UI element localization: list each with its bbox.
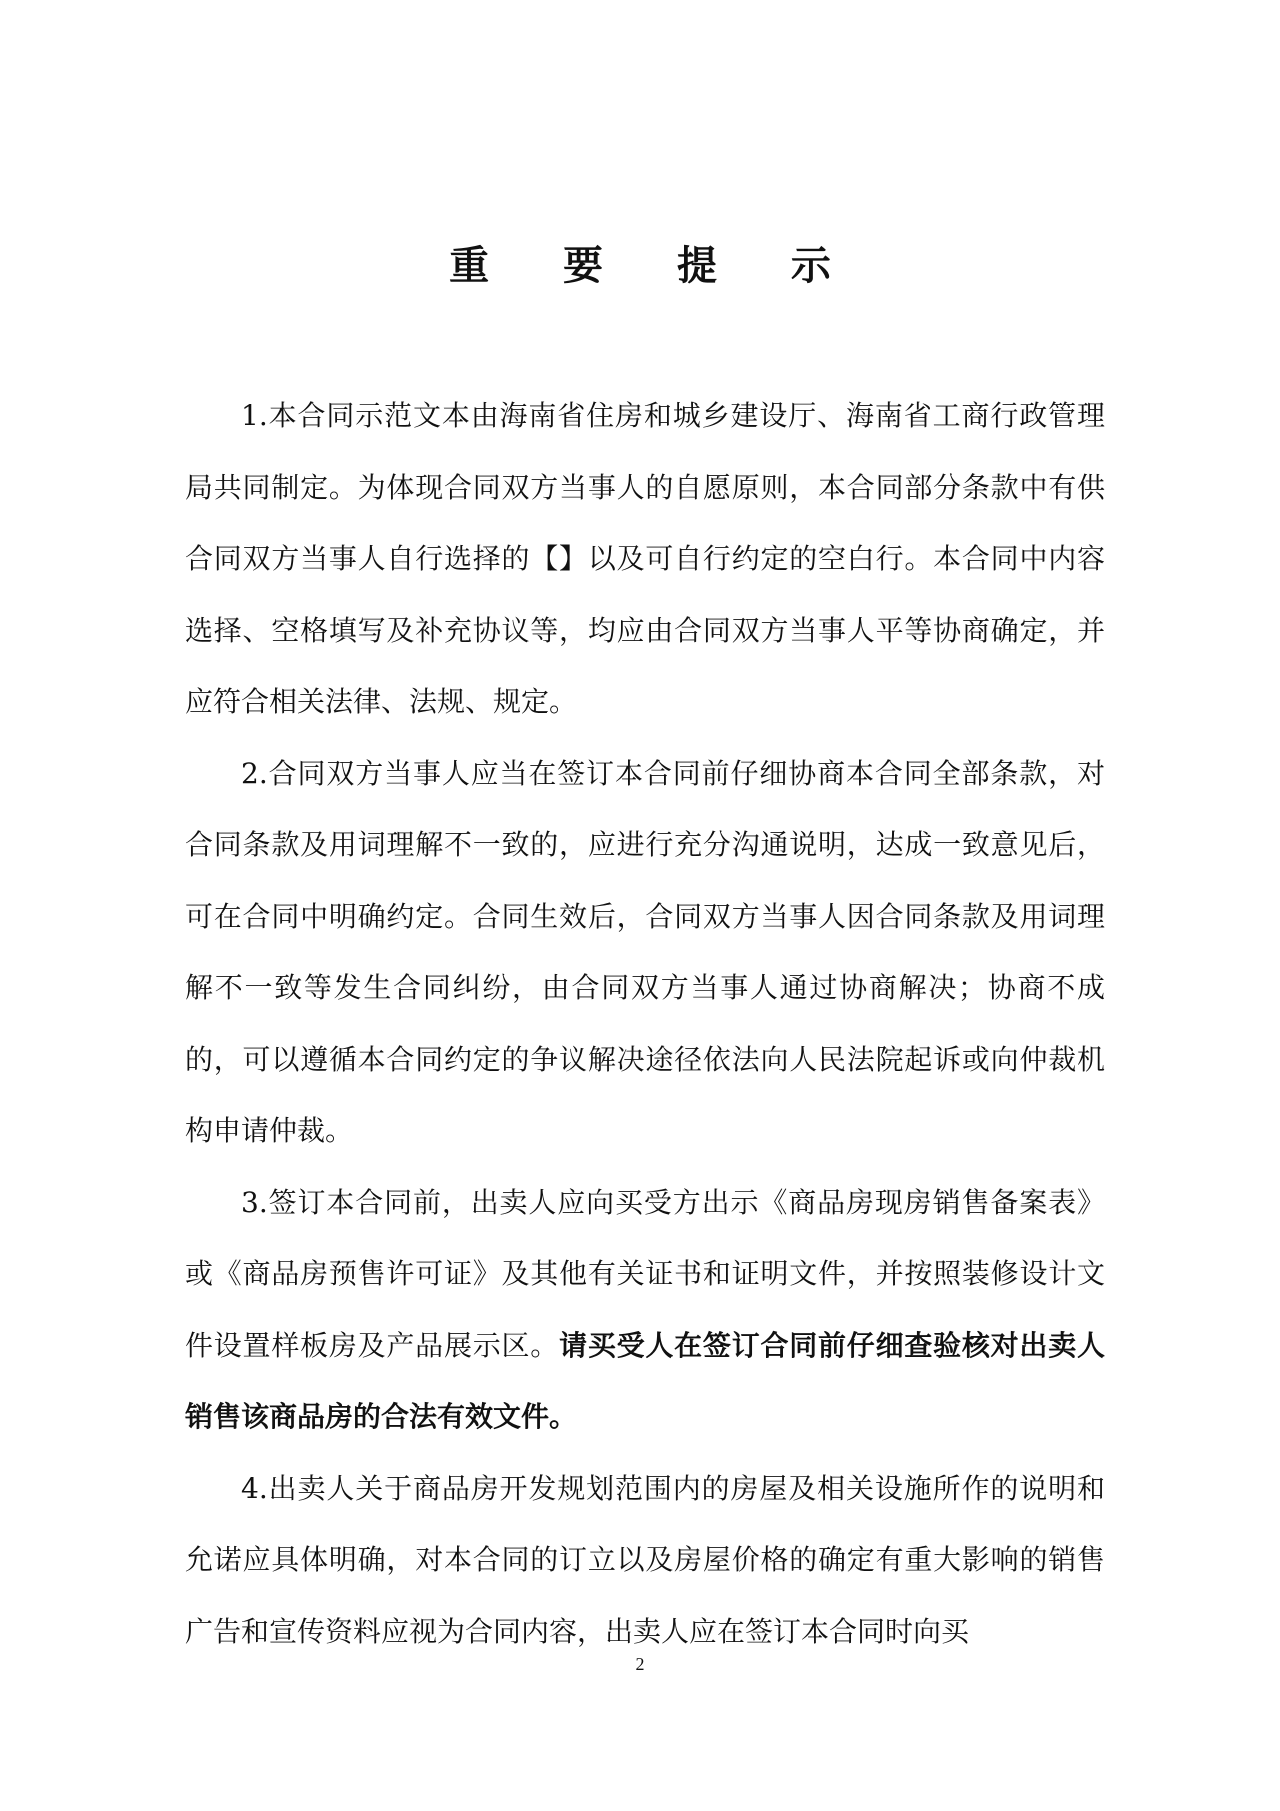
document-body xyxy=(185,380,1105,1667)
paragraph-3-text: 3.签订本合同前，出卖人应向买受方出示《商品房现房销售备案表》或《商品房预售许可证》及其他有关证书和证明文件，并按照装修设计文件设置样板房及产品展示区。 xyxy=(185,1185,1105,1362)
paragraph-1 xyxy=(185,380,1105,738)
paragraph-2-text: 2.合同双方当事人应当在签订本合同前仔细协商本合同全部条款，对合同条款及用词理解不一致的，应进行充分沟通说明，达成一致意见后，可在合同中明确约定。合同生效后，合同双方当事人因合同条款及用词理解不一致等发生合同纠纷，由合同双方当事人通过协商解决；协商不成的，可以遵循本合同约定的争议解决途径依法向人民法院起诉或向仲裁机构申请仲裁。 xyxy=(185,756,1105,1147)
paragraph-1-text: 1.本合同示范文本由海南省住房和城乡建设厅、海南省工商行政管理局共同制定。为体现合同双方当事人的自愿原则，本合同部分条款中有供合同双方当事人自行选择的【】以及可自行约定的空白行。本合同中内容选择、空格填写及补充协议等，均应由合同双方当事人平等协商确定，并应符合相关法律、法规、规定。 xyxy=(185,399,1105,718)
paragraph-4-text: 4.出卖人关于商品房开发规划范围内的房屋及相关设施所作的说明和允诺应具体明确，对本合同的订立以及房屋价格的确定有重大影响的销售广告和宣传资料应视为合同内容，出卖人应在签订本合同时向买 xyxy=(185,1471,1105,1648)
paragraph-2 xyxy=(185,738,1105,1167)
paragraph-3 xyxy=(185,1167,1105,1453)
page-number: 2 xyxy=(635,1654,645,1674)
paragraph-4 xyxy=(185,1453,1105,1668)
document-title: 重 要 提 示 xyxy=(449,242,861,289)
paragraph-3-bold-text: 请买受人在签订合同前仔细查验核对出卖人销售该商品房的合法有效文件。 xyxy=(185,1328,1105,1433)
